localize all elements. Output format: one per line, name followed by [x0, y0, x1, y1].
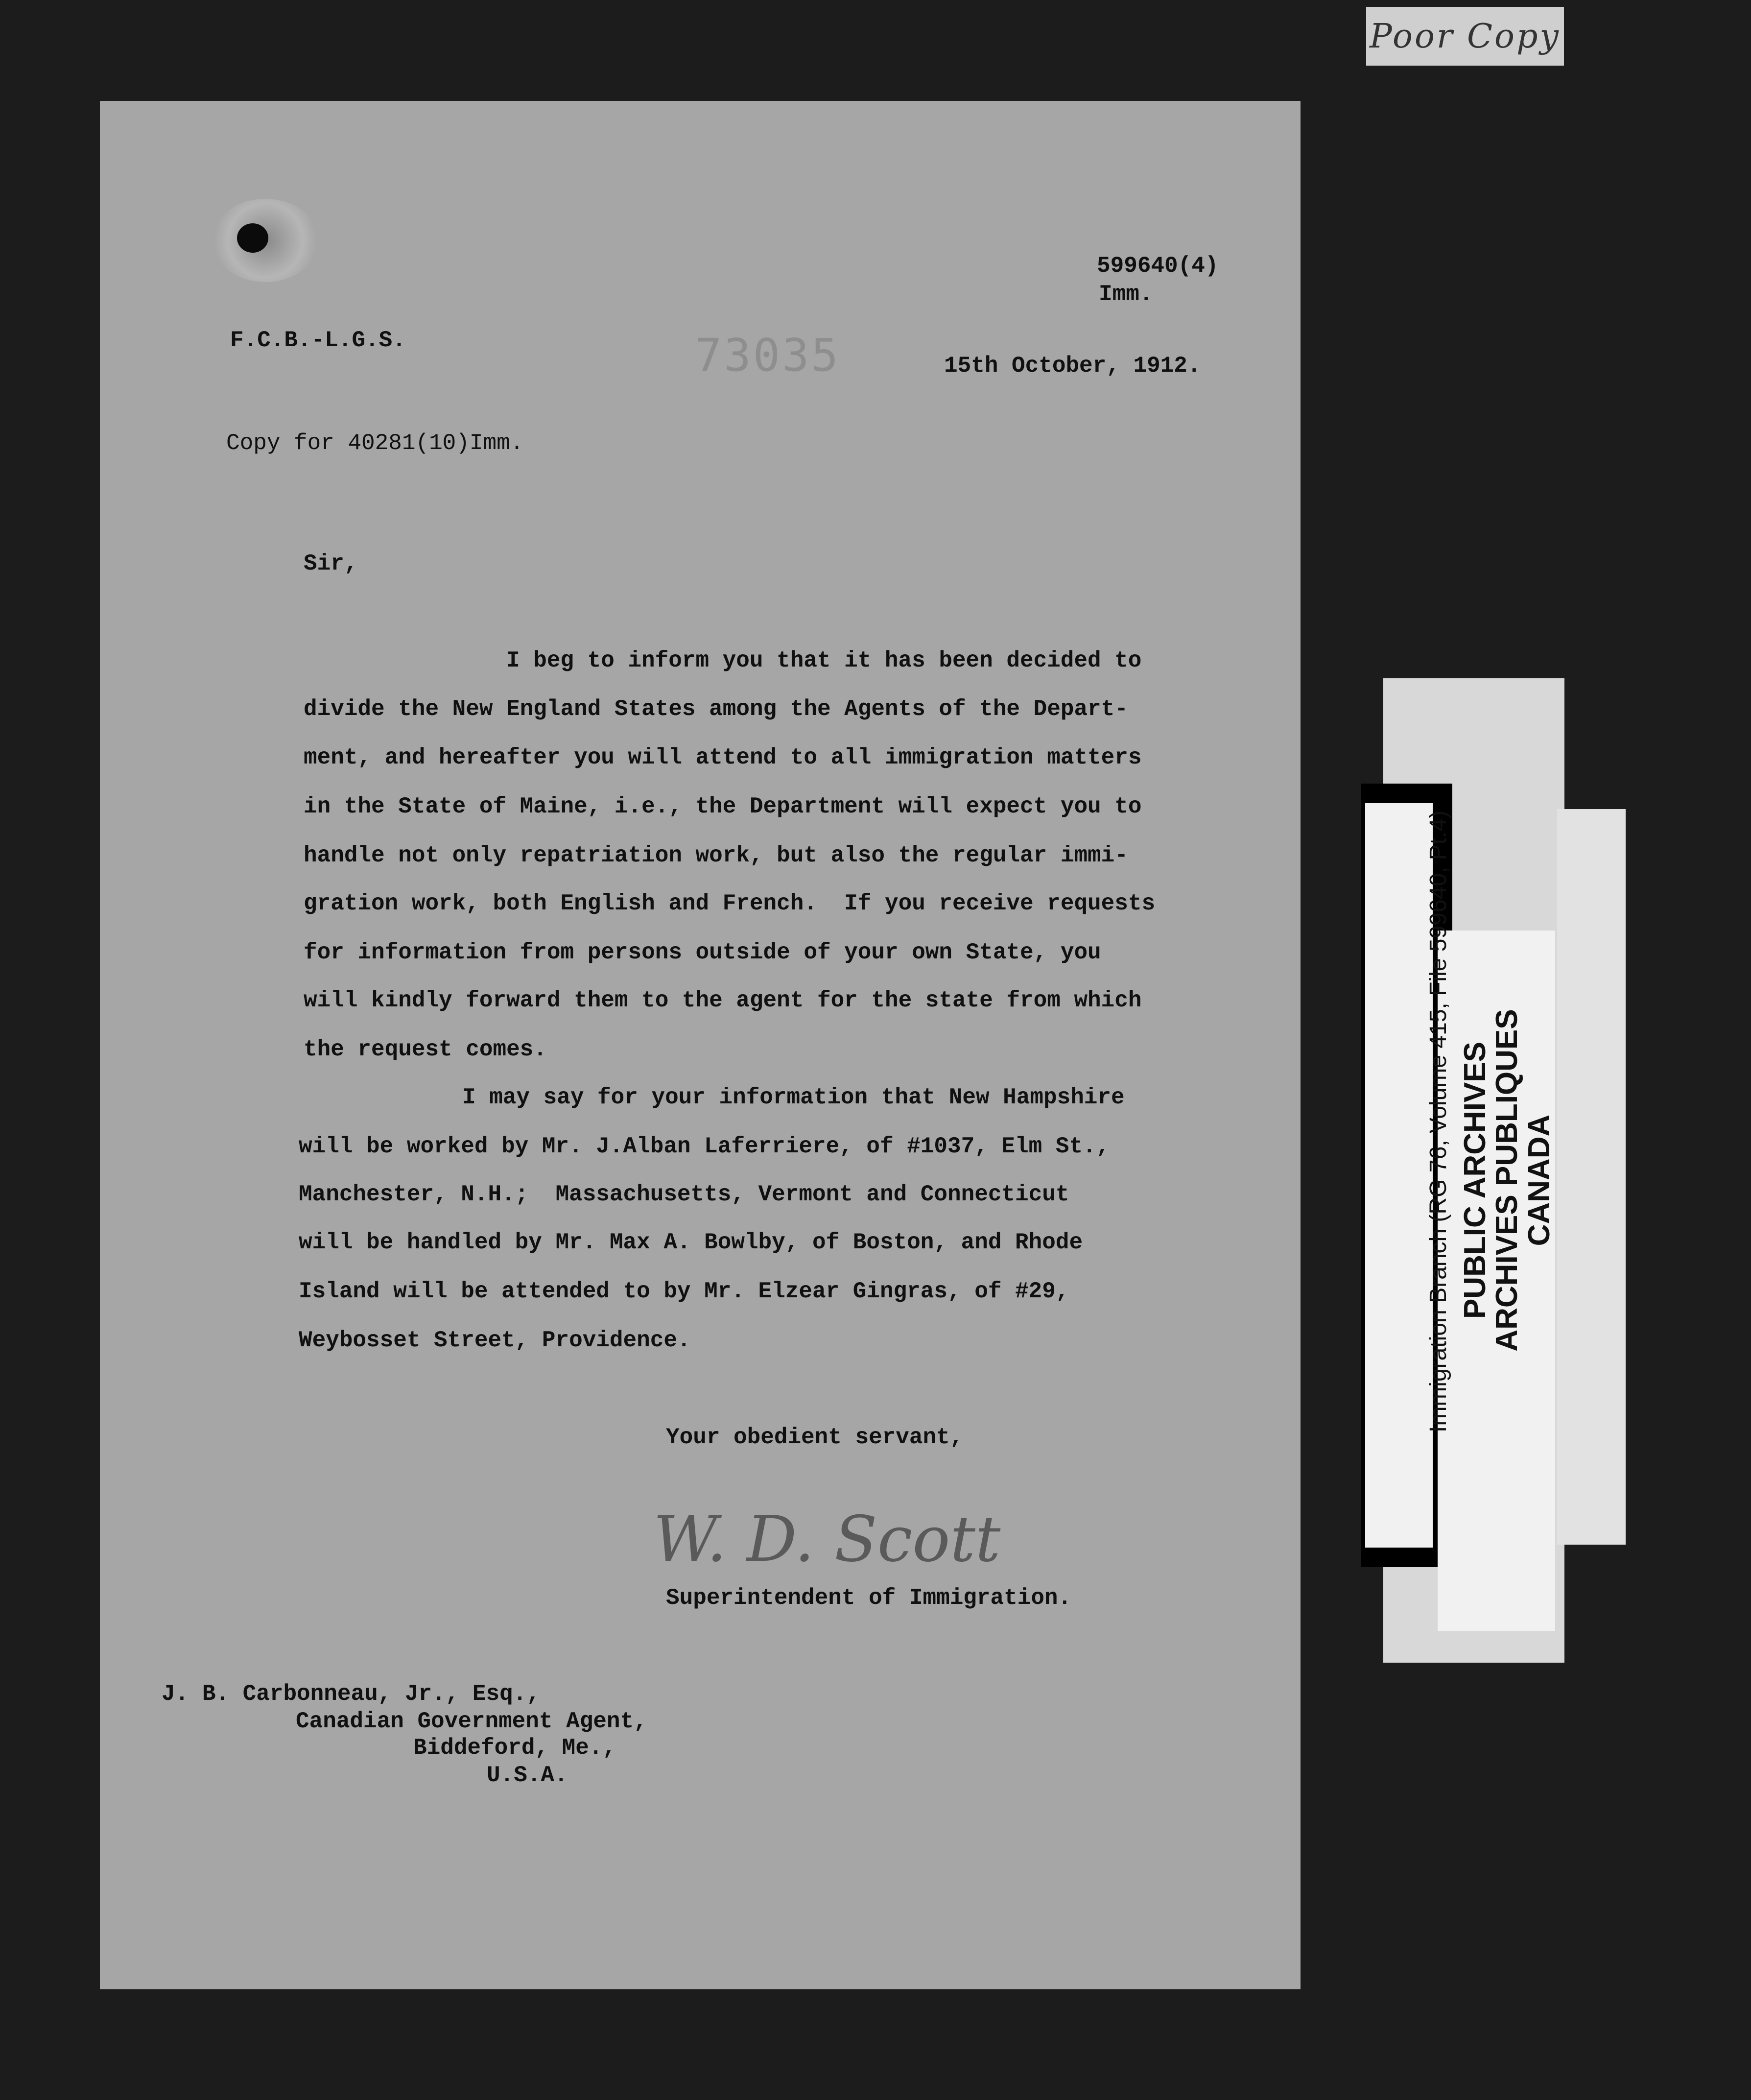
- text-line: in the State of Maine, i.e., the Department will expect you to: [304, 794, 1142, 819]
- text-line: will be worked by Mr. J.Alban Laferriere, of #1037, Elm St.,: [299, 1134, 1110, 1159]
- copy-note: Copy for 40281(10)Imm.: [226, 430, 524, 456]
- address-line: U.S.A.: [487, 1763, 568, 1788]
- file-reference: Immigration Branch (RG 76, Volume 415, File 599640, Pt.4): [1425, 811, 1451, 1432]
- address-line: J. B. Carbonneau, Jr., Esq.,: [162, 1681, 540, 1707]
- stamp-line: ARCHIVES PUBLIQUES: [1490, 1009, 1524, 1352]
- file-number: 599640(4): [1097, 253, 1219, 279]
- text-line: Weybosset Street, Providence.: [299, 1328, 691, 1353]
- text-line: for information from persons outside of your own State, you: [304, 940, 1101, 965]
- text-line: ment, and hereafter you will attend to all immigration matters: [304, 745, 1142, 770]
- signature: W. D. Scott: [653, 1503, 1001, 1576]
- punch-hole: [237, 223, 268, 253]
- letter-date: 15th October, 1912.: [944, 353, 1201, 379]
- text-line: I may say for your information that New Hampshire: [462, 1085, 1125, 1110]
- text-line: the request comes.: [304, 1037, 547, 1062]
- salutation: Sir,: [304, 551, 358, 576]
- received-stamp-number: 73035: [695, 329, 840, 382]
- public-archives-stamp: [1458, 1004, 1556, 1357]
- typist-initials: F.C.B.-L.G.S.: [230, 328, 406, 353]
- text-line: Island will be attended to by Mr. Elzear Gingras, of #29,: [299, 1279, 1069, 1304]
- text-line: I beg to inform you that it has been decided to: [506, 648, 1142, 673]
- text-line: will kindly forward them to the agent for the state from which: [304, 988, 1142, 1013]
- address-line: Biddeford, Me.,: [413, 1735, 616, 1761]
- file-suffix: Imm.: [1099, 282, 1153, 307]
- text-line: divide the New England States among the Agents of the Depart-: [304, 696, 1128, 722]
- stamp-line: CANADA: [1522, 1114, 1556, 1246]
- closing: Your obedient servant,: [666, 1425, 964, 1450]
- signer-title: Superintendent of Immigration.: [666, 1585, 1072, 1611]
- text-line: gration work, both English and French. If you receive requests: [304, 891, 1156, 916]
- text-line: Manchester, N.H.; Massachusetts, Vermont and Connecticut: [299, 1182, 1069, 1207]
- poor-copy-label: Poor Copy: [1366, 7, 1564, 66]
- address-line: Canadian Government Agent,: [296, 1709, 647, 1734]
- tab-file-strip: [1365, 803, 1433, 1548]
- letter-page: [100, 101, 1301, 1989]
- text-line: will be handled by Mr. Max A. Bowlby, of Boston, and Rhode: [299, 1230, 1083, 1255]
- stamp-line: PUBLIC ARCHIVES: [1458, 1041, 1492, 1319]
- text-line: handle not only repatriation work, but also the regular immi-: [304, 843, 1128, 868]
- tab-right-sheet: [1557, 809, 1626, 1545]
